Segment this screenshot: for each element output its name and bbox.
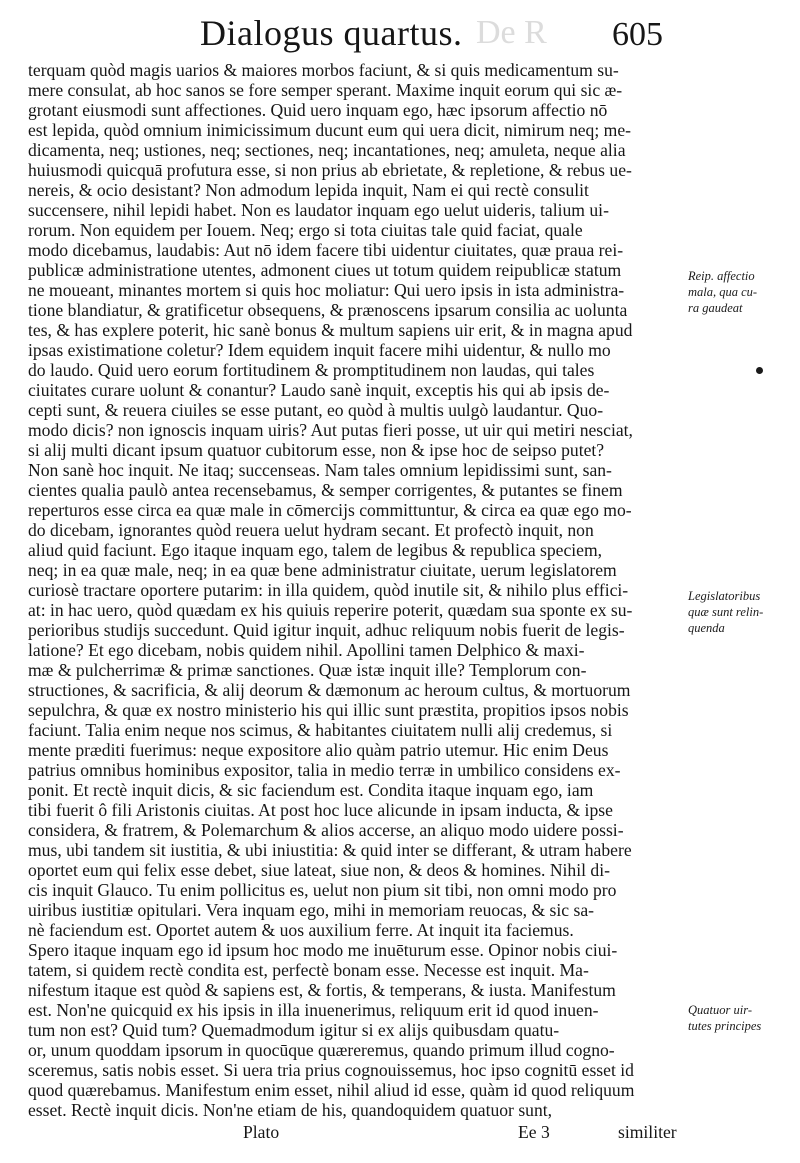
margin-note-line: Quatuor uir- (688, 1003, 752, 1017)
text-line: considera, & fratrem, & Polemarchum & alios accerse, an aliquo modo uidere possi- (28, 820, 624, 840)
main-text-column (28, 60, 683, 1120)
text-line: nereis, & ocio desistant? Non admodum lepida inquit, Nam ei qui rectè consulit (28, 180, 589, 200)
margin-note-line: Reip. affectio (688, 269, 755, 283)
text-line: at: in hac uero, quòd quædam ex his quiuis reperire poterit, quædam sua sponte ex su- (28, 600, 633, 620)
text-line: do laudo. Quid uero eorum fortitudinem & promptitudinem non laudas, qui tales (28, 360, 595, 380)
text-line: tatem, si quidem rectè condita est, perfectè bonam esse. Necesse est inquit. Ma- (28, 960, 589, 980)
margin-note-line: quenda (688, 621, 725, 635)
text-line: aliud quid faciunt. Ego itaque inquam ego, talem de legibus & republica speciem, (28, 540, 603, 560)
text-line: cis inquit Glauco. Tu enim pollicitus es, uelut non pium sit tibi, non omni modo pro (28, 880, 617, 900)
text-line: tes, & has explere poterit, hic sanè bonus & multum sapiens uir erit, & in magna apud (28, 320, 633, 340)
text-line: or, unum quoddam ipsorum in quocūque quæreremus, quando primum illud cogno- (28, 1040, 615, 1060)
text-line: mere consulat, ab hoc sanos se fore semper sperant. Maxime inquit eorum qui sic æ- (28, 80, 623, 100)
catchword-left: Plato (243, 1122, 280, 1142)
text-line: oportet eum qui felix esse debet, siue lateat, siue non, & deos & homines. Nihil di- (28, 860, 610, 880)
text-line: si alij multi dicant ipsum quatuor cubitorum esse, non & ipse hoc de seipso putet? (28, 440, 605, 460)
catchword-right: similiter (618, 1122, 677, 1142)
text-line: grotant eiusmodi sunt affectiones. Quid uero inquam ego, hæc ipsorum affectio nō (28, 100, 608, 120)
bleed-through-text: De R (476, 14, 547, 51)
text-line: tibi fuerit ô fili Aristonis ciuitas. At post hoc luce alicunde in ipsam inducta, & ipse (28, 800, 613, 820)
text-line: rorum. Non equidem per Iouem. Neq; ergo si tota ciuitas tale quid faciat, quale (28, 220, 583, 240)
text-line: faciunt. Talia enim neque nos scimus, & habitantes ciuitatem nulli alij credemus, si (28, 720, 613, 740)
margin-note-line: quæ sunt relin- (688, 605, 764, 619)
text-line: ne moueant, minantes mortem si quis hoc moliatur: Qui uero ipsis in ista administra- (28, 280, 625, 300)
text-line: mæ & pulcherrimæ & primæ sanctiones. Quæ istæ inquit ille? Templorum con- (28, 660, 587, 680)
text-line: succensere, nihil lepidi habet. Non es laudator inquam ego uelut uideris, talium ui- (28, 200, 609, 220)
signature-mark: Ee 3 (518, 1122, 550, 1142)
text-line: mus, ubi tandem sit iustitia, & ubi iniustitia: & quid inter se differant, & utram habere (28, 840, 632, 860)
text-line: sepulchra, & quæ ex nostro ministerio his qui illic sunt præstita, propitios ipsos nobis (28, 700, 629, 720)
text-line: cepti sunt, & reuera ciuiles se esse putant, eo quòd à multis uulgò laudantur. Quo- (28, 400, 604, 420)
text-line: publicæ administratione utentes, admonent ciues ut totum quidem reipublicæ statum (28, 260, 622, 280)
text-line: ipsas existimatione coletur? Idem equidem inquit facere mihi uidentur, & nullo mo (28, 340, 611, 360)
page-number: 605 (612, 16, 663, 53)
running-title: Dialogus quartus. (200, 13, 463, 53)
text-line: patrius omnibus hominibus expositor, talia in medio terræ in umbilico considens ex- (28, 760, 621, 780)
text-line: terquam quòd magis uarios & maiores morbos faciunt, & si quis medicamentum su- (28, 60, 619, 80)
text-line: neq; in ea quæ male, neq; in ea quæ bene administratur ciuitate, uerum legislatorem (28, 560, 617, 580)
text-line: tum non est? Quid tum? Quemadmodum igitur si ex alijs quibusdam quatu- (28, 1020, 560, 1040)
text-line: est. Non'ne quicquid ex his ipsis in illa inuenerimus, reliquum erit id quod inuen- (28, 1000, 599, 1020)
text-line: perioribus studijs succedunt. Quid igitur inquit, adhuc reliquum nobis fuerit de legis- (28, 620, 625, 640)
text-line: uiribus iustitiæ opitulari. Vera inquam ego, mihi in memoriam reuocas, & sic sa- (28, 900, 594, 920)
ink-dot (756, 367, 763, 374)
text-line: modo dicis? non ignoscis inquam uiris? Aut putas fieri posse, ut uir qui metiri nesciat, (28, 420, 633, 440)
text-line: cientes qualia paulò antea recensebamus, & semper corrigentes, & putantes se finem (28, 480, 623, 500)
margin-note-reip-affectio (688, 268, 796, 316)
text-line: huiusmodi quicquā profutura esse, si non prius ab ebrietate, & repletione, & rebus ue- (28, 160, 632, 180)
text-line: mente præditi fuerimus: neque expositore alio quàm patrio utemur. Hic enim Deus (28, 740, 609, 760)
text-line: structiones, & sacrificia, & alij deorum & dæmonum ac heroum cultus, & mortuorum (28, 680, 631, 700)
text-line: curiosè tractare oportere putarim: in illa quidem, quòd inutile sit, & nihilo plus effici- (28, 580, 629, 600)
text-line: quod quærebamus. Manifestum enim esset, nihil aliud id esse, quàm id quod reliquum (28, 1080, 635, 1100)
text-line: latione? Et ego dicebam, nobis quidem nihil. Apollini tamen Delphico & maxi- (28, 640, 585, 660)
margin-note-quatuor-uirtutes (688, 1002, 796, 1034)
text-line: tione blandiatur, & gratificetur obsequens, & prænoscens ipsarum consilia ac uolunta (28, 300, 628, 320)
text-line: sceremus, satis nobis esset. Si uera tria prius cognouissemus, hoc ipso cognitū esset id (28, 1060, 634, 1080)
text-line: Non sanè hoc inquit. Ne itaq; succenseas. Nam tales omnium lepidissimi sunt, san- (28, 460, 612, 480)
text-line: est lepida, quòd omnium inimicissimum ducunt eum qui uera dicit, nimirum neq; me- (28, 120, 631, 140)
margin-note-legislatoribus (688, 588, 796, 636)
text-line: nifestum itaque est quòd & sapiens est, & fortis, & temperans, & iusta. Manifestum (28, 980, 616, 1000)
margin-note-line: Legislatoribus (688, 589, 761, 603)
text-line: do dicebam, ignorantes quòd reuera uelut hydram secant. Et profectò inquit, non (28, 520, 594, 540)
text-line: modo dicebamus, laudabis: Aut nō idem facere tibi uidentur ciuitates, quæ praua rei- (28, 240, 624, 260)
margin-note-line: mala, qua cu- (688, 285, 758, 299)
text-line: nè faciendum est. Oportet autem & uos auxilium ferre. At inquit ita faciemus. (28, 920, 574, 940)
text-line: ponit. Et rectè inquit dicis, & sic faciendum est. Condita itaque inquam ego, iam (28, 780, 594, 800)
margin-note-line: ra gaudeat (688, 301, 743, 315)
text-line: Spero itaque inquam ego id ipsum hoc modo me inuēturum esse. Opinor nobis ciui- (28, 940, 618, 960)
text-line: esset. Rectè inquit dicis. Non'ne etiam de his, quandoquidem quatuor sunt, (28, 1100, 553, 1120)
text-line: dicamenta, neq; ustiones, neq; sectiones, neq; incantationes, neq; amuleta, neque alia (28, 140, 626, 160)
text-line: reperturos esse circa ea quæ male in cōmercijs committuntur, & circa ea quæ ego mo- (28, 500, 632, 520)
text-line: ciuitates curare uolunt & conantur? Laudo sanè inquit, exceptis his qui ab ipsis de- (28, 380, 610, 400)
margin-note-line: tutes principes (688, 1019, 762, 1033)
